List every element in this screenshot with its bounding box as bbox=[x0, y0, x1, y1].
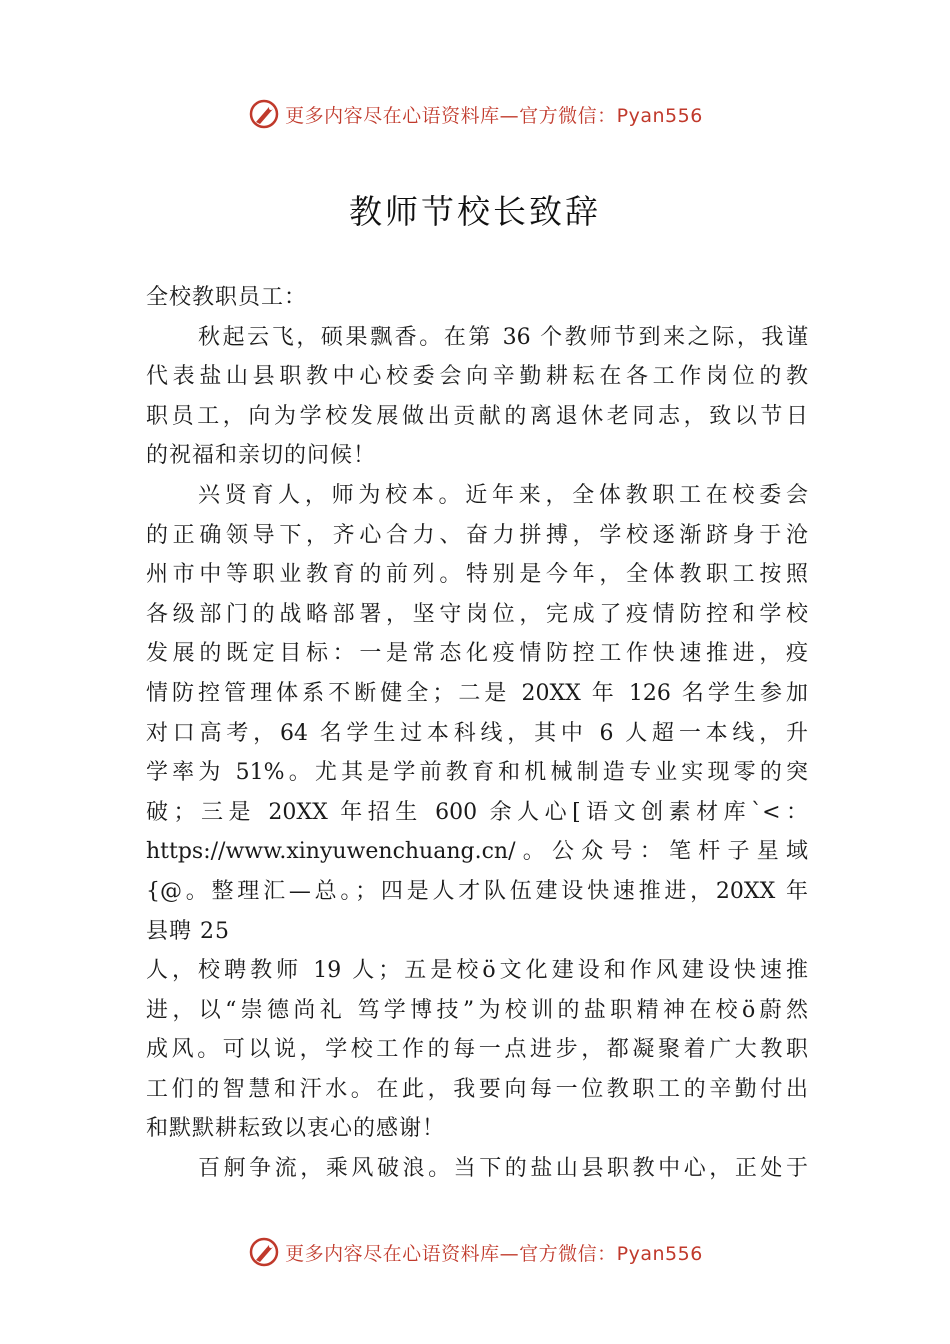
paragraph-line: https://www.xinyuwenchuang.cn/。公众号：笔杆子星域 bbox=[146, 839, 808, 865]
paragraph-line: 的祝福和亲切的问候！ bbox=[146, 443, 377, 469]
quill-logo-icon bbox=[247, 97, 281, 131]
paragraph-line: 对口高考，64 名学生过本科线，其中 6 人超一本线，升 bbox=[146, 720, 808, 746]
paragraph-line: 秋起云飞，硕果飘香。在第 36 个教师节到来之际，我谨 bbox=[198, 324, 808, 350]
paragraph-line: 百舸争流，乘风破浪。当下的盐山县职教中心，正处于 bbox=[198, 1156, 808, 1182]
paragraph-line: 各级部门的战略部署，坚守岗位，完成了疫情防控和学校 bbox=[146, 601, 808, 627]
paragraph-line: 工们的智慧和汗水。在此，我要向每一位教职工的辛勤付出 bbox=[146, 1076, 808, 1102]
paragraph-line: 学率为 51%。尤其是学前教育和机械制造专业实现零的突 bbox=[146, 760, 808, 786]
paragraph-line: 和默默耕耘致以衷心的感谢！ bbox=[146, 1116, 446, 1142]
paragraph-line: 进，以“崇德尚礼 笃学博技”为校训的盐职精神在校ö蔚然 bbox=[146, 997, 808, 1023]
document-title: 教师节校长致辞 bbox=[349, 192, 601, 231]
paragraph-line: 职员工，向为学校发展做出贡献的离退休老同志，致以节日 bbox=[146, 403, 808, 429]
header-watermark-banner bbox=[0, 94, 950, 134]
paragraph-line: 全校教职员工： bbox=[146, 285, 308, 310]
paragraph-line: 人，校聘教师 19 人；五是校ö文化建设和作风建设快速推 bbox=[146, 958, 808, 984]
paragraph-line: 县聘 25 bbox=[146, 918, 230, 944]
paragraph-line: {@。整理汇—总。；四是人才队伍建设快速推进，20XX 年 bbox=[146, 878, 808, 904]
paragraph-line: 州市中等职业教育的前列。特别是今年，全体教职工按照 bbox=[146, 562, 808, 588]
paragraph-line: 兴贤育人，师为校本。近年来，全体教职工在校委会 bbox=[198, 482, 808, 508]
paragraph-line: 破；三是 20XX 年招生 600 余人心[语文创素材库`<： bbox=[146, 799, 808, 825]
paragraph-line: 成风。可以说，学校工作的每一点进步，都凝聚着广大教职 bbox=[146, 1037, 808, 1063]
footer-banner-text: 更多内容尽在心语资料库—官方微信：Pyan556 bbox=[285, 1242, 703, 1265]
paragraph-line: 代表盐山县职教中心校委会向辛勤耕耘在各工作岗位的教 bbox=[146, 364, 808, 390]
paragraph-line: 情防控管理体系不断健全；二是 20XX 年 126 名学生参加 bbox=[146, 680, 808, 706]
quill-logo-icon bbox=[247, 1235, 281, 1269]
paragraph-line: 发展的既定目标：一是常态化疫情防控工作快速推进，疫 bbox=[146, 641, 808, 667]
document-body bbox=[146, 278, 808, 1189]
header-banner-text: 更多内容尽在心语资料库—官方微信：Pyan556 bbox=[285, 104, 703, 127]
footer-watermark-banner bbox=[0, 1232, 950, 1272]
paragraph-line: 的正确领导下，齐心合力、奋力拼搏，学校逐渐跻身于沧 bbox=[146, 522, 808, 548]
